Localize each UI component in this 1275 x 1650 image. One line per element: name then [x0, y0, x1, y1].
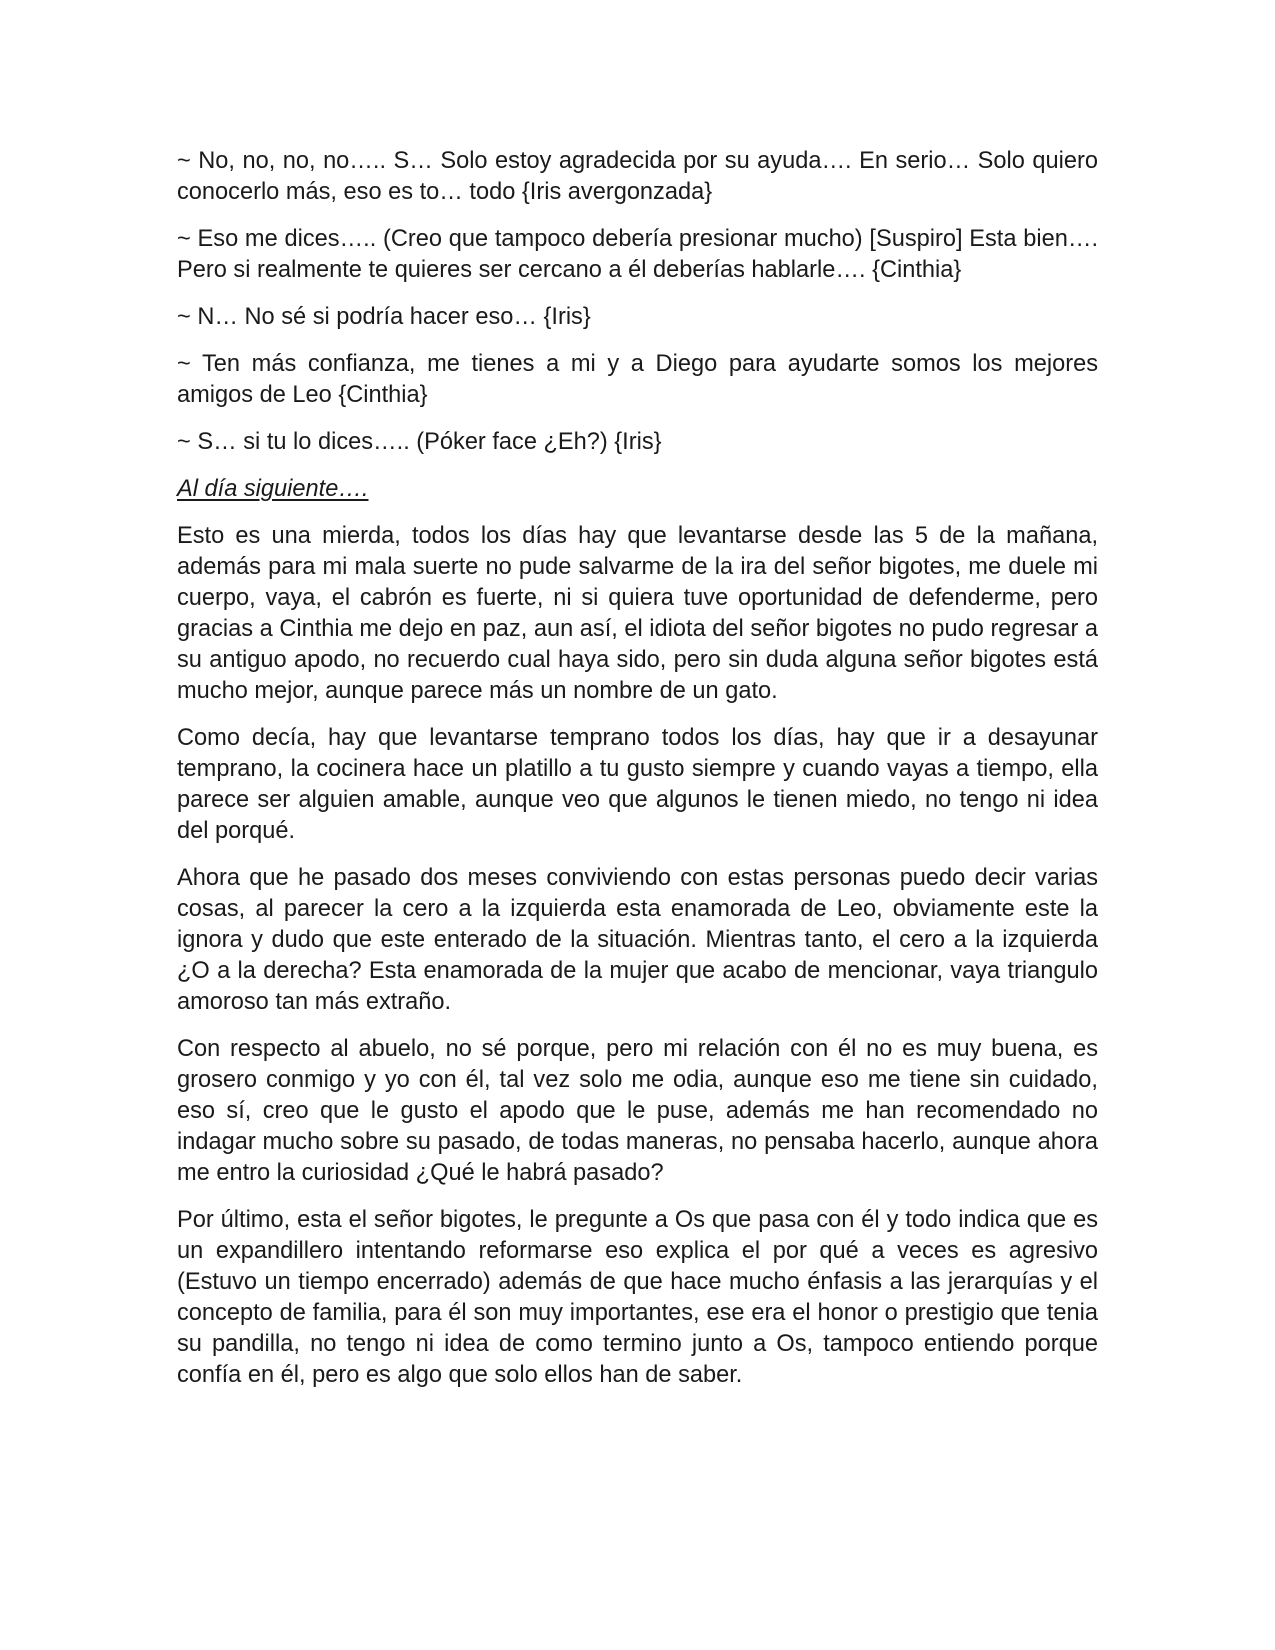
dialogue-line-iris-3: ~ S… si tu lo dices….. (Póker face ¿Eh?) {Iris} [177, 429, 662, 455]
document-page [177, 146, 1098, 1407]
dialogue-line-iris-1: ~ No, no, no, no….. S… Solo estoy agradecida por su ayuda…. En serio… Solo quiero conocerlo más, eso es to… todo {Iris avergonzada} [177, 148, 1098, 205]
dialogue-line-iris-2: ~ N… No sé si podría hacer eso… {Iris} [177, 304, 591, 330]
section-heading: Al día siguiente…. [177, 476, 369, 502]
narrative-paragraph: Por último, esta el señor bigotes, le pregunte a Os que pasa con él y todo indica que es un expandillero intentando reformarse eso explica el por qué a veces es agresivo (Estuvo un tiempo encerrado) además de que hace mucho énfasis a las jerarquías y el concepto de familia, para él son muy importantes, ese era el honor o prestigio que tenia su pandilla, no tengo ni idea de como termino junto a Os, tampoco entiendo porque confía en él, pero es algo que solo ellos han de saber. [177, 1207, 1098, 1388]
narrative-paragraph: Esto es una mierda, todos los días hay que levantarse desde las 5 de la mañana, además para mi mala suerte no pude salvarme de la ira del señor bigotes, me duele mi cuerpo, vaya, el cabrón es fuerte, ni si quiera tuve oportunidad de defenderme, pero gracias a Cinthia me dejo en paz, aun así, el idiota del señor bigotes no pudo regresar a su antiguo apodo, no recuerdo cual haya sido, pero sin duda alguna señor bigotes está mucho mejor, aunque parece más un nombre de un gato. [177, 523, 1098, 704]
narrative-paragraph: Como decía, hay que levantarse temprano todos los días, hay que ir a desayunar temprano, la cocinera hace un platillo a tu gusto siempre y cuando vayas a tiempo, ella parece ser alguien amable, aunque veo que algunos le tienen miedo, no tengo ni idea del porqué. [177, 725, 1098, 844]
dialogue-line-cinthia-2: ~ Ten más confianza, me tienes a mi y a Diego para ayudarte somos los mejores amigos de Leo {Cinthia} [177, 351, 1098, 408]
narrative-paragraph: Ahora que he pasado dos meses conviviendo con estas personas puedo decir varias cosas, al parecer la cero a la izquierda esta enamorada de Leo, obviamente este la ignora y dudo que este enterado de la situación. Mientras tanto, el cero a la izquierda ¿O a la derecha? Esta enamorada de la mujer que acabo de mencionar, vaya triangulo amoroso tan más extraño. [177, 865, 1098, 1015]
narrative-paragraph: Con respecto al abuelo, no sé porque, pero mi relación con él no es muy buena, es grosero conmigo y yo con él, tal vez solo me odia, aunque eso me tiene sin cuidado, eso sí, creo que le gusto el apodo que le puse, además me han recomendado no indagar mucho sobre su pasado, de todas maneras, no pensaba hacerlo, aunque ahora me entro la curiosidad ¿Qué le habrá pasado? [177, 1036, 1098, 1186]
dialogue-line-cinthia-1: ~ Eso me dices….. (Creo que tampoco debería presionar mucho) [Suspiro] Esta bien…. Pero si realmente te quieres ser cercano a él deberías hablarle…. {Cinthia} [177, 226, 1098, 283]
